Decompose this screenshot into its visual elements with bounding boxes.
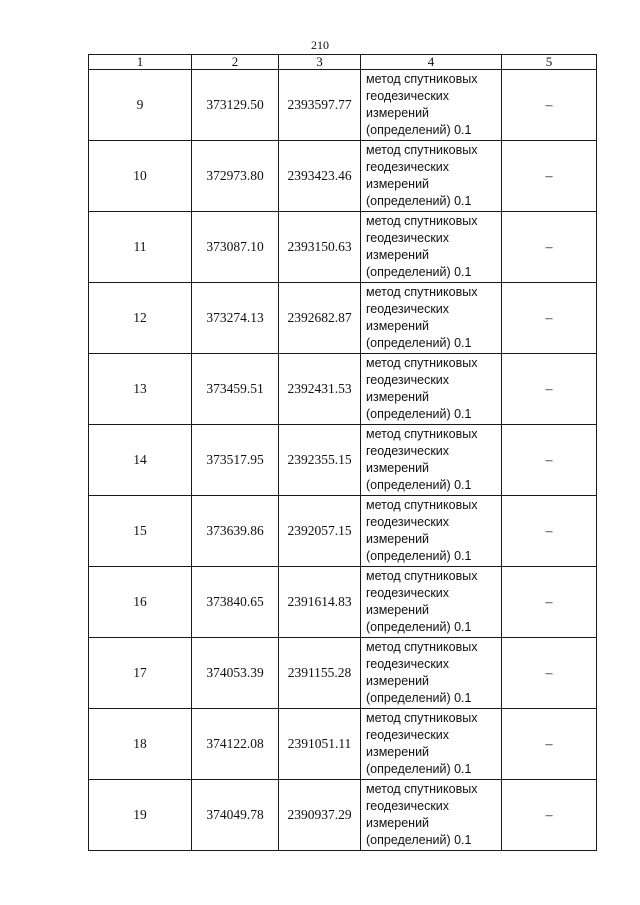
point-number-cell: 17 [89,638,192,709]
method-text-line: измерений [366,745,430,759]
method-text-line: метод спутниковых [366,711,478,725]
method-text-line: геодезических [366,657,450,671]
method-text-line: метод спутниковых [366,569,478,583]
method-cell [361,212,502,283]
table-header-row [89,55,597,70]
dash-mark: – [545,239,553,255]
point-number-cell: 16 [89,567,192,638]
column-5-cell [502,709,597,780]
method-text-line: измерений [366,461,430,475]
dash-mark: – [545,665,553,681]
method-text-line: геодезических [366,586,450,600]
method-text-line: (определений) 0.1 [366,478,472,492]
method-text-line: (определений) 0.1 [366,549,472,563]
coordinates-table [88,54,597,851]
y-coordinate-cell: 2393150.63 [279,212,361,283]
column-header: 5 [502,55,597,70]
x-coordinate-cell: 373129.50 [192,70,279,141]
table-row [89,425,597,496]
dash-mark: – [545,736,553,752]
point-number-cell: 15 [89,496,192,567]
column-header: 3 [279,55,361,70]
table-row [89,283,597,354]
method-text-line: метод спутниковых [366,72,478,86]
y-coordinate-cell: 2392682.87 [279,283,361,354]
method-text-line: геодезических [366,231,450,245]
table-row [89,212,597,283]
point-number-cell: 19 [89,780,192,851]
table-row [89,638,597,709]
y-coordinate-cell: 2391614.83 [279,567,361,638]
point-number-cell: 12 [89,283,192,354]
method-text-line: (определений) 0.1 [366,123,472,137]
table-row [89,354,597,425]
y-coordinate-cell: 2392431.53 [279,354,361,425]
y-coordinate-cell: 2392355.15 [279,425,361,496]
method-cell [361,780,502,851]
dash-mark: – [545,168,553,184]
column-5-cell [502,141,597,212]
method-text-line: геодезических [366,444,450,458]
method-cell [361,141,502,212]
method-cell [361,567,502,638]
method-text-line: измерений [366,816,430,830]
method-text-line: геодезических [366,302,450,316]
column-header: 4 [361,55,502,70]
point-number-cell: 10 [89,141,192,212]
method-cell [361,709,502,780]
column-5-cell [502,70,597,141]
method-text-line: метод спутниковых [366,427,478,441]
table-row [89,141,597,212]
dash-mark: – [545,310,553,326]
dash-mark: – [545,452,553,468]
method-cell [361,283,502,354]
method-cell [361,496,502,567]
y-coordinate-cell: 2390937.29 [279,780,361,851]
method-text-line: геодезических [366,728,450,742]
method-text-line: геодезических [366,799,450,813]
point-number-cell: 13 [89,354,192,425]
table-row [89,496,597,567]
column-header: 2 [192,55,279,70]
dash-mark: – [545,807,553,823]
x-coordinate-cell: 373274.13 [192,283,279,354]
y-coordinate-cell: 2392057.15 [279,496,361,567]
y-coordinate-cell: 2393423.46 [279,141,361,212]
method-cell [361,354,502,425]
x-coordinate-cell: 374049.78 [192,780,279,851]
method-text-line: (определений) 0.1 [366,265,472,279]
method-text-line: измерений [366,390,430,404]
point-number-cell: 18 [89,709,192,780]
method-text-line: метод спутниковых [366,356,478,370]
x-coordinate-cell: 373840.65 [192,567,279,638]
method-text-line: измерений [366,674,430,688]
column-5-cell [502,354,597,425]
dash-mark: – [545,381,553,397]
method-text-line: измерений [366,248,430,262]
method-text-line: (определений) 0.1 [366,407,472,421]
method-text-line: измерений [366,177,430,191]
column-5-cell [502,567,597,638]
column-5-cell [502,212,597,283]
method-text-line: метод спутниковых [366,640,478,654]
method-text-line: (определений) 0.1 [366,194,472,208]
column-5-cell [502,283,597,354]
point-number-cell: 9 [89,70,192,141]
method-text-line: метод спутниковых [366,498,478,512]
x-coordinate-cell: 373517.95 [192,425,279,496]
method-text-line: (определений) 0.1 [366,691,472,705]
x-coordinate-cell: 373459.51 [192,354,279,425]
column-5-cell [502,425,597,496]
x-coordinate-cell: 372973.80 [192,141,279,212]
y-coordinate-cell: 2391051.11 [279,709,361,780]
point-number-cell: 11 [89,212,192,283]
dash-mark: – [545,594,553,610]
dash-mark: – [545,523,553,539]
dash-mark: – [545,97,553,113]
method-text-line: метод спутниковых [366,214,478,228]
method-text-line: геодезических [366,515,450,529]
x-coordinate-cell: 373087.10 [192,212,279,283]
method-cell [361,638,502,709]
method-text-line: измерений [366,106,430,120]
method-text-line: измерений [366,603,430,617]
page-number: 210 [311,38,329,52]
table-row [89,709,597,780]
method-text-line: геодезических [366,160,450,174]
point-number-cell: 14 [89,425,192,496]
column-5-cell [502,780,597,851]
y-coordinate-cell: 2393597.77 [279,70,361,141]
method-text-line: (определений) 0.1 [366,762,472,776]
method-text-line: (определений) 0.1 [366,336,472,350]
table-row [89,70,597,141]
x-coordinate-cell: 374053.39 [192,638,279,709]
method-text-line: геодезических [366,89,450,103]
method-text-line: измерений [366,532,430,546]
table-row [89,567,597,638]
column-5-cell [502,638,597,709]
x-coordinate-cell: 374122.08 [192,709,279,780]
column-header: 1 [89,55,192,70]
method-text-line: (определений) 0.1 [366,620,472,634]
x-coordinate-cell: 373639.86 [192,496,279,567]
method-text-line: метод спутниковых [366,143,478,157]
column-5-cell [502,496,597,567]
method-text-line: метод спутниковых [366,285,478,299]
method-text-line: измерений [366,319,430,333]
method-text-line: геодезических [366,373,450,387]
y-coordinate-cell: 2391155.28 [279,638,361,709]
method-text-line: метод спутниковых [366,782,478,796]
method-cell [361,70,502,141]
method-cell [361,425,502,496]
table-row [89,780,597,851]
method-text-line: (определений) 0.1 [366,833,472,847]
